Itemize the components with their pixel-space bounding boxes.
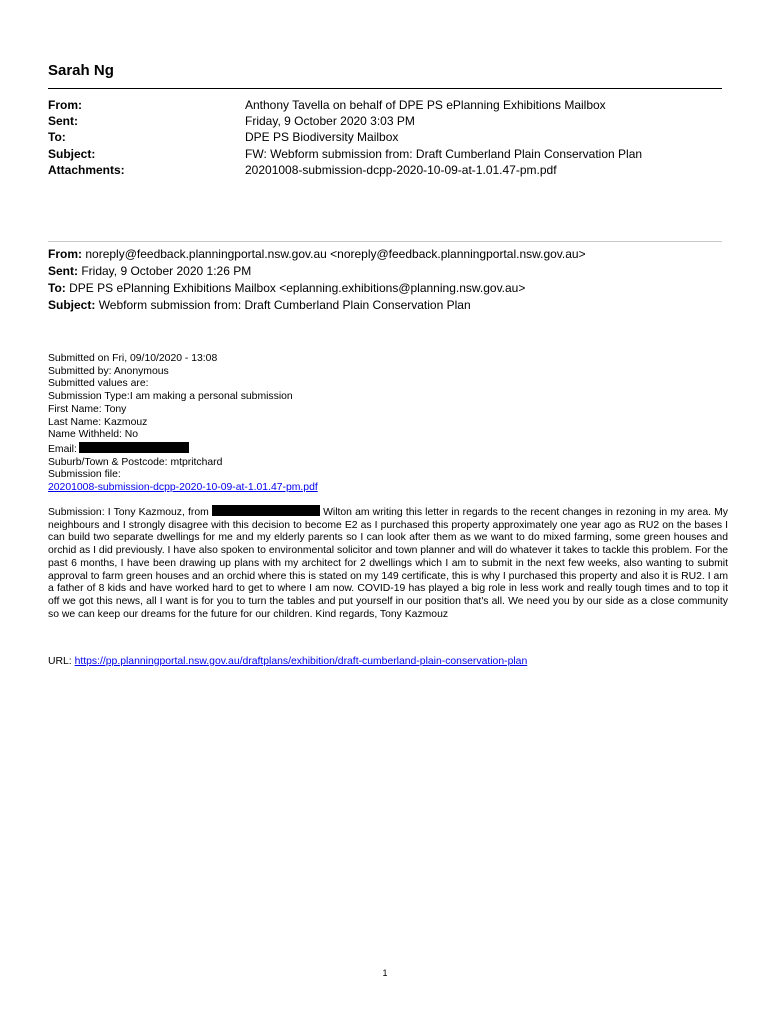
- submission-line: Name Withheld: No: [48, 429, 139, 441]
- forwarded-header: [48, 246, 586, 314]
- forwarded-subject-row: [48, 297, 586, 314]
- forwarded-from-value: noreply@feedback.planningportal.nsw.gov.au <noreply@feedback.planningportal.nsw.gov.au>: [85, 247, 586, 261]
- submission-text: [48, 505, 728, 621]
- header-row-sent: [48, 113, 642, 129]
- redacted-address: [212, 505, 320, 516]
- submission-text-start: Submission: I Tony Kazmouz, from: [48, 507, 209, 518]
- forwarded-to-row: [48, 280, 586, 297]
- header-label: To:: [48, 130, 66, 145]
- submission-file-label: Submission file:: [48, 469, 121, 481]
- submission-text-rest: Wilton am writing this letter in regards to the recent changes in rezoning in my area. My neighbours and I strongly disagree with this decision to become E2 as I purchased this property approximately one year ago as RU2 on the bases I can build two separate dwellings for me and my elderly parents so I can look after them as we want to do mixed farming, some green houses and orchid as I did previously. I have also spoken to environmental solicitor and town planner and will do whatever it takes to tackle this problem. For the past 6 months, I have been drawing up plans with my architect for 2 dwellings which I am to submit in the next few weeks, also wanting to submit approval to farm green houses and an orchid where this is stated on my 149 certificate, this is why I purchased this property and also it is RU2. I am a father of 8 kids and have worked hard to get to where I am now. COVID-19 has played a big role in less work and really tough times and to top it off we got this news, all I want is for you to turn the tables and put yourself in our position that's all. We need you by our side as a close community so we can keep our dreams for the future for our children. Kind regards, Tony Kazmouz: [48, 507, 728, 620]
- submission-file-link[interactable]: 20201008-submission-dcpp-2020-10-09-at-1.01.47-pm.pdf: [48, 482, 318, 494]
- email-header-table: [48, 97, 642, 178]
- redacted-email: [79, 442, 189, 453]
- header-label: From:: [48, 98, 82, 112]
- mailbox-owner-name: Sarah Ng: [48, 62, 114, 79]
- suburb-line: Suburb/Town & Postcode: mtpritchard: [48, 456, 223, 468]
- forwarded-sent-value: Friday, 9 October 2020 1:26 PM: [81, 264, 252, 278]
- header-value: Anthony Tavella on behalf of DPE PS ePlanning Exhibitions Mailbox: [245, 98, 606, 112]
- forwarded-from-label: From:: [48, 247, 82, 261]
- header-value: FW: Webform submission from: Draft Cumberland Plain Conservation Plan: [245, 146, 643, 161]
- forwarded-divider: [48, 241, 722, 242]
- forwarded-to-label: To:: [48, 281, 66, 295]
- submission-line: Submission Type:I am making a personal submission: [48, 391, 293, 403]
- forwarded-sent-row: [48, 263, 586, 280]
- header-row-attachments: [48, 162, 642, 178]
- url-label: URL:: [48, 656, 72, 667]
- header-row-to: [48, 129, 642, 145]
- submission-line: Submitted on Fri, 09/10/2020 - 13:08: [48, 353, 218, 364]
- forwarded-sent-label: Sent:: [48, 264, 78, 278]
- header-value: Friday, 9 October 2020 3:03 PM: [245, 114, 415, 129]
- submission-line: First Name: Tony: [48, 403, 127, 415]
- header-label: Sent:: [48, 114, 78, 129]
- header-label: Subject:: [48, 146, 96, 161]
- url-line: [48, 656, 527, 669]
- forwarded-subject-value: Webform submission from: Draft Cumberland Plain Conservation Plan: [98, 298, 471, 312]
- submission-line: Submitted values are:: [48, 378, 149, 390]
- submission-line: Submitted by: Anonymous: [48, 365, 169, 377]
- forwarded-to-value: DPE PS ePlanning Exhibitions Mailbox <eplanning.exhibitions@planning.nsw.gov.au>: [69, 281, 526, 295]
- header-row-subject: [48, 146, 642, 162]
- header-divider: [48, 88, 722, 89]
- header-label: Attachments:: [48, 162, 125, 177]
- attachment-filename[interactable]: 20201008-submission-dcpp-2020-10-09-at-1.01.47-pm.pdf: [245, 162, 557, 177]
- forwarded-subject-label: Subject:: [48, 298, 96, 312]
- page-number: 1: [382, 968, 388, 978]
- header-row-from: [48, 97, 642, 113]
- submission-file-line: [48, 482, 728, 495]
- header-value: DPE PS Biodiversity Mailbox: [245, 130, 399, 145]
- email-label: Email:: [48, 443, 77, 455]
- forwarded-from-row: [48, 246, 586, 263]
- email-line: [48, 442, 728, 457]
- submission-details: [48, 353, 728, 495]
- submission-line: Last Name: Kazmouz: [48, 416, 148, 428]
- exhibition-url-link[interactable]: https://pp.planningportal.nsw.gov.au/draftplans/exhibition/draft-cumberland-plain-conservation-plan: [74, 656, 528, 667]
